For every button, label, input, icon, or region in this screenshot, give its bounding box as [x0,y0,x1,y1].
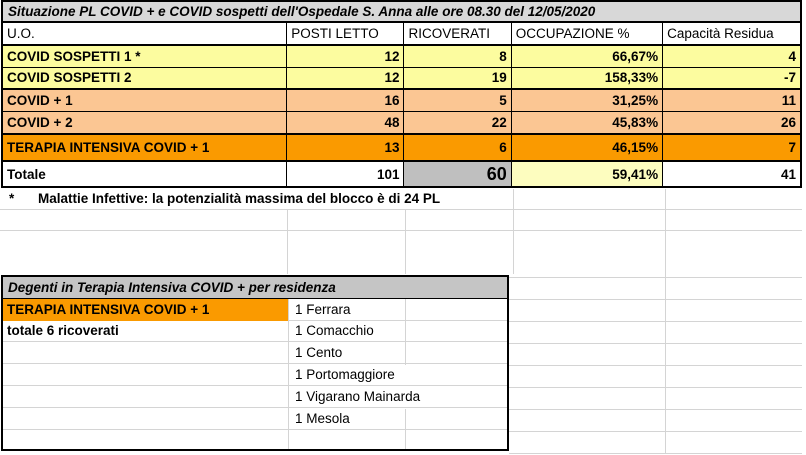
posti-letto-cell[interactable]: 12 [287,67,404,89]
empty-cell[interactable] [3,342,289,364]
col-header-occupazione[interactable]: OCCUPAZIONE % [511,22,662,45]
covid-beds-table [1,0,802,188]
table-row [3,342,507,364]
total-row [2,161,801,187]
col-header-posti-letto[interactable]: POSTI LETTO [287,22,404,45]
gridline [509,321,802,322]
col-header-capacita[interactable]: Capacità Residua [663,22,801,45]
empty-cell[interactable] [3,430,289,449]
table-row [2,67,801,89]
gridline [509,387,802,388]
ricoverati-cell[interactable]: 22 [404,111,511,134]
residence-cell[interactable]: 1 Vigarano Mainarda [295,389,421,404]
table-row [2,45,801,67]
table-row [3,364,507,386]
footnote-cell[interactable] [1,189,440,209]
col-header-uo[interactable]: U.O. [2,22,287,45]
table-row [3,299,507,321]
table-row [3,386,507,408]
posti-letto-cell[interactable]: 12 [287,45,404,67]
capacita-cell[interactable]: -7 [663,67,801,89]
uo-cell[interactable]: COVID + 2 [2,111,287,134]
gridline [405,343,406,365]
capacita-cell[interactable]: 11 [663,89,801,111]
gridline [509,431,802,432]
ricoverati-cell[interactable]: 5 [404,89,511,111]
empty-cell[interactable] [289,430,507,449]
gridline [0,209,802,210]
footnote-text: Malattie Infettive: la potenzialità massima del blocco è di 24 PL [38,191,441,206]
gridline [509,277,802,278]
ward-total-cell[interactable]: totale 6 ricoverati [3,321,289,342]
residence-cell[interactable]: 1 Ferrara [295,302,351,317]
gridline [287,209,288,274]
empty-cell[interactable] [3,386,289,408]
occupazione-cell[interactable]: 45,83% [511,111,662,134]
residence-cell[interactable]: 1 Cento [295,345,343,360]
empty-cell[interactable] [3,364,289,386]
col-header-ricoverati[interactable]: RICOVERATI [404,22,511,45]
ricoverati-cell[interactable]: 19 [404,67,511,89]
residence-table-title[interactable]: Degenti in Terapia Intensiva COVID + per residenza [3,277,507,299]
ricoverati-cell[interactable]: 8 [404,45,511,67]
table-row [2,111,801,134]
uo-cell[interactable]: COVID + 1 [2,89,287,111]
gridline [509,453,802,454]
gridline [405,299,406,343]
table-row [2,89,801,111]
residence-cell[interactable]: 1 Portomaggiore [295,367,395,382]
table-row [3,408,507,430]
gridline [513,189,514,274]
capacita-cell[interactable]: 26 [663,111,801,134]
occupazione-cell[interactable]: 66,67% [511,45,662,67]
ricoverati-cell[interactable]: 6 [404,134,511,161]
uo-cell[interactable]: COVID SOSPETTI 1 * [2,45,287,67]
sheet-title-cell[interactable]: Situazione PL COVID + e COVID sospetti dell'Ospedale S. Anna alle ore 08.30 del 12/05/2020 [2,1,801,22]
total-ricoverati-cell[interactable]: 60 [404,161,511,187]
posti-letto-cell[interactable]: 16 [287,89,404,111]
uo-cell[interactable]: TERAPIA INTENSIVA COVID + 1 [2,134,287,161]
posti-letto-cell[interactable]: 48 [287,111,404,134]
gridline [509,365,802,366]
posti-letto-cell[interactable]: 13 [287,134,404,161]
occupazione-cell[interactable]: 46,15% [511,134,662,161]
residence-table [1,275,509,451]
table-row [2,134,801,161]
total-label-cell[interactable]: Totale [2,161,287,187]
capacita-cell[interactable]: 4 [663,45,801,67]
gridline [405,209,406,274]
gridline [509,343,802,344]
gridline [0,230,802,231]
empty-cell[interactable] [3,408,289,430]
occupazione-cell[interactable]: 31,25% [511,89,662,111]
total-posti-letto-cell[interactable]: 101 [287,161,404,187]
gridline [509,299,802,300]
total-occupazione-cell[interactable]: 59,41% [511,161,662,187]
capacita-cell[interactable]: 7 [663,134,801,161]
uo-cell[interactable]: COVID SOSPETTI 2 [2,67,287,89]
table-row [3,321,507,342]
table-row [3,430,507,449]
residence-cell[interactable]: 1 Mesola [295,411,350,426]
gridline [405,409,406,449]
total-capacita-cell[interactable]: 41 [663,161,801,187]
residence-cell[interactable]: 1 Comacchio [295,323,374,338]
gridline [509,409,802,410]
occupazione-cell[interactable]: 158,33% [511,67,662,89]
ward-label-cell[interactable]: TERAPIA INTENSIVA COVID + 1 [3,299,289,321]
footnote-asterisk: * [9,191,15,206]
